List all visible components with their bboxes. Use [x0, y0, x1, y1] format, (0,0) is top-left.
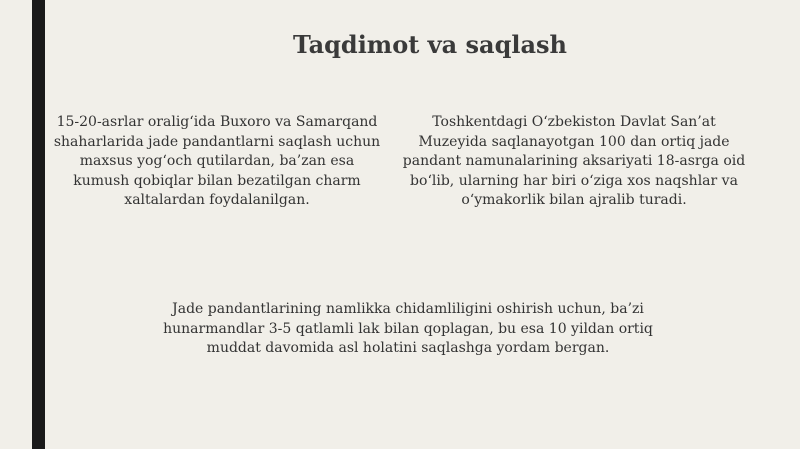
slide-title: Taqdimot va saqlash [293, 30, 567, 59]
paragraph-left: 15-20-asrlar oralig‘ida Buxoro va Samarqand shaharlarida jade pandantlarni saqlash uchun maxsus yog‘och qutilardan, ba’zan esa kumush qobiqlar bilan bezatilgan charm xaltalardan foydalanilgan. [53, 114, 381, 208]
paragraph-bottom: Jade pandantlarining namlikka chidamliligini oshirish uchun, ba’zi hunarmandlar 3-5 qatlamli lak bilan qoplagan, bu esa 10 yildan ortiq muddat davomida asl holatini saqlashga yordam bergan. [163, 301, 653, 356]
paragraph-right: Toshkentdagi O‘zbekiston Davlat San’at Muzeyida saqlanayotgan 100 dan ortiq jade pandant namunalarining aksariyati 18-asrga oid bo‘lib, ularning har biri o‘ziga xos naqshlar va o‘ymakorlik bilan ajralib turadi. [402, 114, 746, 208]
left-accent-bar [32, 0, 45, 449]
